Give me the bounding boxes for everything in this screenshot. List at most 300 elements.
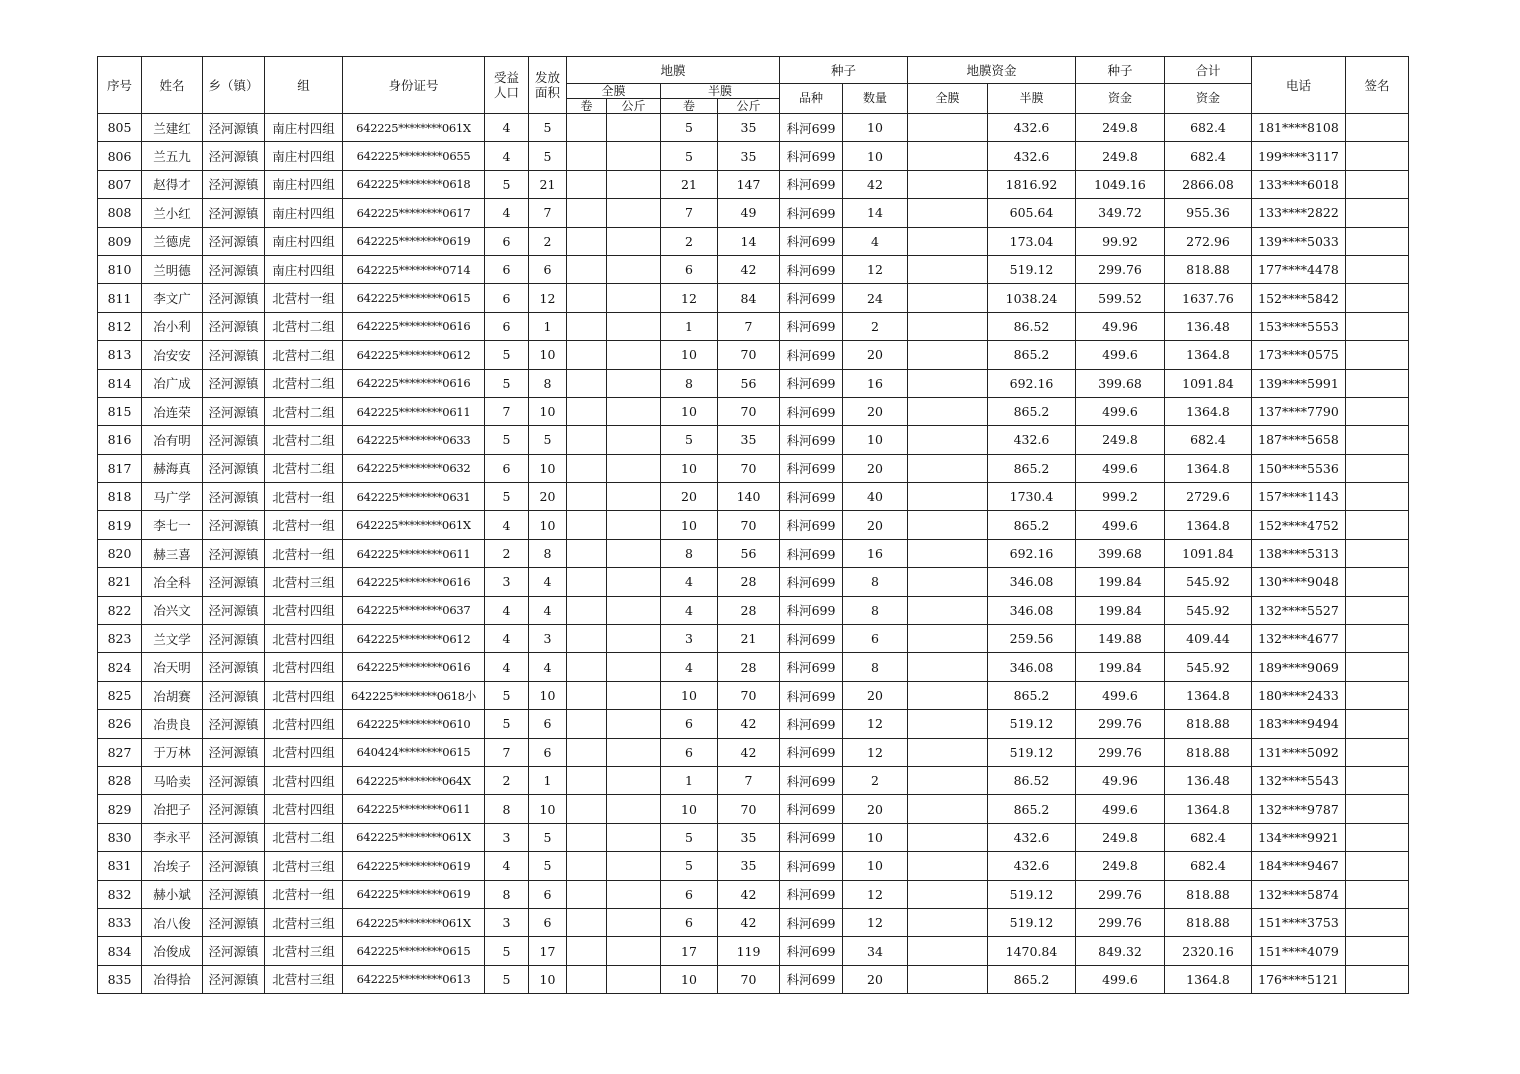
- cell-township: 泾河源镇: [203, 142, 265, 170]
- cell-phone: 153****5553: [1252, 312, 1346, 340]
- cell-area: 10: [529, 681, 567, 709]
- cell-seed-fund: 399.68: [1076, 369, 1165, 397]
- cell-half-roll: 6: [661, 710, 718, 738]
- cell-half-kg: 14: [718, 227, 780, 255]
- cell-beneficiaries: 5: [485, 426, 529, 454]
- cell-fund-half: 1730.4: [988, 483, 1076, 511]
- cell-group: 北营村三组: [265, 937, 343, 965]
- cell-half-kg: 35: [718, 852, 780, 880]
- cell-half-roll: 5: [661, 852, 718, 880]
- cell-phone: 152****5842: [1252, 284, 1346, 312]
- cell-half-kg: 7: [718, 312, 780, 340]
- header-id-number: 身份证号: [343, 57, 485, 114]
- cell-fund-half: 519.12: [988, 880, 1076, 908]
- cell-total: 682.4: [1165, 823, 1252, 851]
- cell-beneficiaries: 5: [485, 937, 529, 965]
- cell-variety: 科河699: [780, 653, 843, 681]
- cell-half-roll: 10: [661, 397, 718, 425]
- cell-variety: 科河699: [780, 397, 843, 425]
- cell-fund-half: 346.08: [988, 653, 1076, 681]
- cell-half-roll: 6: [661, 738, 718, 766]
- cell-half-roll: 6: [661, 908, 718, 936]
- table-row: [98, 397, 1409, 425]
- table-row: [98, 199, 1409, 227]
- cell-area: 10: [529, 511, 567, 539]
- cell-area: 4: [529, 568, 567, 596]
- table-row: [98, 255, 1409, 283]
- header-total-top: 合计: [1165, 57, 1252, 84]
- table-row: [98, 795, 1409, 823]
- cell-variety: 科河699: [780, 596, 843, 624]
- header-area-text: 发放面积: [534, 70, 560, 100]
- cell-seq: 809: [98, 227, 142, 255]
- cell-group: 北营村一组: [265, 511, 343, 539]
- cell-half-kg: 35: [718, 426, 780, 454]
- cell-id-number: 642225********061X: [343, 823, 485, 851]
- table-row: [98, 738, 1409, 766]
- cell-name: 马广学: [142, 483, 203, 511]
- cell-name: 冶埃子: [142, 852, 203, 880]
- cell-phone: 181****8108: [1252, 114, 1346, 142]
- cell-half-kg: 42: [718, 738, 780, 766]
- cell-fund-full: [908, 852, 988, 880]
- cell-variety: 科河699: [780, 795, 843, 823]
- cell-quantity: 10: [843, 114, 908, 142]
- cell-total: 136.48: [1165, 312, 1252, 340]
- cell-variety: 科河699: [780, 454, 843, 482]
- cell-total: 818.88: [1165, 880, 1252, 908]
- cell-id-number: 642225********0618: [343, 170, 485, 198]
- table-row: [98, 170, 1409, 198]
- cell-half-kg: 70: [718, 397, 780, 425]
- cell-group: 北营村一组: [265, 539, 343, 567]
- cell-half-kg: 42: [718, 255, 780, 283]
- cell-beneficiaries: 8: [485, 795, 529, 823]
- cell-seed-fund: 999.2: [1076, 483, 1165, 511]
- cell-signature: [1346, 852, 1409, 880]
- cell-group: 北营村二组: [265, 454, 343, 482]
- cell-phone: 138****5313: [1252, 539, 1346, 567]
- cell-total: 1091.84: [1165, 539, 1252, 567]
- cell-fund-full: [908, 596, 988, 624]
- cell-half-kg: 70: [718, 454, 780, 482]
- cell-area: 4: [529, 653, 567, 681]
- cell-full-kg: [607, 823, 661, 851]
- cell-group: 北营村三组: [265, 908, 343, 936]
- cell-phone: 132****5527: [1252, 596, 1346, 624]
- cell-township: 泾河源镇: [203, 426, 265, 454]
- cell-fund-full: [908, 766, 988, 794]
- cell-group: 北营村二组: [265, 823, 343, 851]
- cell-total: 682.4: [1165, 426, 1252, 454]
- cell-half-kg: 70: [718, 341, 780, 369]
- cell-half-kg: 42: [718, 880, 780, 908]
- cell-group: 北营村二组: [265, 341, 343, 369]
- cell-fund-half: 259.56: [988, 625, 1076, 653]
- cell-fund-full: [908, 653, 988, 681]
- cell-beneficiaries: 4: [485, 114, 529, 142]
- cell-quantity: 12: [843, 908, 908, 936]
- cell-seed-fund: 499.6: [1076, 795, 1165, 823]
- cell-full-kg: [607, 199, 661, 227]
- cell-township: 泾河源镇: [203, 341, 265, 369]
- table-row: [98, 142, 1409, 170]
- cell-signature: [1346, 823, 1409, 851]
- cell-township: 泾河源镇: [203, 539, 265, 567]
- cell-beneficiaries: 4: [485, 199, 529, 227]
- cell-group: 北营村二组: [265, 312, 343, 340]
- cell-id-number: 642225********0619: [343, 852, 485, 880]
- cell-quantity: 10: [843, 852, 908, 880]
- cell-name: 冶贵良: [142, 710, 203, 738]
- cell-quantity: 8: [843, 568, 908, 596]
- cell-seed-fund: 499.6: [1076, 397, 1165, 425]
- cell-full-roll: [567, 908, 607, 936]
- cell-fund-half: 519.12: [988, 908, 1076, 936]
- cell-id-number: 642225********0611: [343, 795, 485, 823]
- cell-variety: 科河699: [780, 710, 843, 738]
- cell-name: 冶连荣: [142, 397, 203, 425]
- cell-phone: 150****5536: [1252, 454, 1346, 482]
- cell-half-roll: 10: [661, 965, 718, 993]
- cell-fund-half: 1038.24: [988, 284, 1076, 312]
- cell-seed-fund: 199.84: [1076, 596, 1165, 624]
- cell-township: 泾河源镇: [203, 568, 265, 596]
- table-row: [98, 483, 1409, 511]
- cell-quantity: 10: [843, 823, 908, 851]
- cell-full-kg: [607, 255, 661, 283]
- cell-township: 泾河源镇: [203, 681, 265, 709]
- cell-full-kg: [607, 795, 661, 823]
- cell-phone: 133****6018: [1252, 170, 1346, 198]
- cell-seed-fund: 399.68: [1076, 539, 1165, 567]
- cell-quantity: 14: [843, 199, 908, 227]
- cell-fund-half: 865.2: [988, 397, 1076, 425]
- cell-township: 泾河源镇: [203, 937, 265, 965]
- cell-fund-full: [908, 625, 988, 653]
- cell-phone: 130****9048: [1252, 568, 1346, 596]
- cell-full-kg: [607, 965, 661, 993]
- cell-full-roll: [567, 284, 607, 312]
- cell-half-kg: 70: [718, 681, 780, 709]
- cell-id-number: 642225********061X: [343, 908, 485, 936]
- cell-seq: 835: [98, 965, 142, 993]
- table-row: [98, 568, 1409, 596]
- cell-total: 818.88: [1165, 255, 1252, 283]
- cell-township: 泾河源镇: [203, 596, 265, 624]
- cell-fund-full: [908, 397, 988, 425]
- cell-fund-full: [908, 908, 988, 936]
- cell-half-kg: 70: [718, 795, 780, 823]
- cell-seq: 828: [98, 766, 142, 794]
- cell-quantity: 10: [843, 426, 908, 454]
- cell-seq: 834: [98, 937, 142, 965]
- cell-seed-fund: 299.76: [1076, 908, 1165, 936]
- cell-full-roll: [567, 369, 607, 397]
- cell-quantity: 34: [843, 937, 908, 965]
- header-phone: 电话: [1252, 57, 1346, 114]
- cell-half-roll: 4: [661, 596, 718, 624]
- table-row: [98, 965, 1409, 993]
- cell-total: 545.92: [1165, 568, 1252, 596]
- cell-area: 8: [529, 369, 567, 397]
- cell-name: 李永平: [142, 823, 203, 851]
- cell-signature: [1346, 625, 1409, 653]
- cell-half-kg: 42: [718, 908, 780, 936]
- cell-variety: 科河699: [780, 766, 843, 794]
- cell-name: 兰明德: [142, 255, 203, 283]
- cell-seq: 829: [98, 795, 142, 823]
- cell-fund-full: [908, 880, 988, 908]
- cell-full-roll: [567, 454, 607, 482]
- cell-variety: 科河699: [780, 823, 843, 851]
- header-half-roll: 卷: [661, 99, 718, 114]
- cell-township: 泾河源镇: [203, 255, 265, 283]
- cell-seed-fund: 149.88: [1076, 625, 1165, 653]
- cell-fund-full: [908, 284, 988, 312]
- cell-beneficiaries: 5: [485, 965, 529, 993]
- cell-total: 955.36: [1165, 199, 1252, 227]
- cell-fund-full: [908, 710, 988, 738]
- cell-id-number: 642225********061X: [343, 114, 485, 142]
- cell-quantity: 12: [843, 710, 908, 738]
- cell-full-roll: [567, 483, 607, 511]
- cell-signature: [1346, 426, 1409, 454]
- cell-seed-fund: 299.76: [1076, 738, 1165, 766]
- cell-phone: 133****2822: [1252, 199, 1346, 227]
- cell-quantity: 20: [843, 511, 908, 539]
- cell-half-kg: 49: [718, 199, 780, 227]
- cell-seed-fund: 249.8: [1076, 823, 1165, 851]
- cell-seq: 817: [98, 454, 142, 482]
- cell-total: 1364.8: [1165, 965, 1252, 993]
- cell-name: 于万林: [142, 738, 203, 766]
- cell-beneficiaries: 7: [485, 397, 529, 425]
- cell-quantity: 10: [843, 142, 908, 170]
- table-row: [98, 341, 1409, 369]
- cell-seed-fund: 1049.16: [1076, 170, 1165, 198]
- cell-half-roll: 7: [661, 199, 718, 227]
- cell-id-number: 642225********0611: [343, 539, 485, 567]
- cell-full-roll: [567, 341, 607, 369]
- cell-group: 北营村四组: [265, 766, 343, 794]
- cell-seq: 814: [98, 369, 142, 397]
- cell-beneficiaries: 4: [485, 852, 529, 880]
- cell-full-roll: [567, 795, 607, 823]
- cell-seed-fund: 499.6: [1076, 454, 1165, 482]
- cell-total: 682.4: [1165, 852, 1252, 880]
- cell-variety: 科河699: [780, 312, 843, 340]
- cell-quantity: 42: [843, 170, 908, 198]
- cell-beneficiaries: 6: [485, 454, 529, 482]
- cell-half-roll: 8: [661, 539, 718, 567]
- cell-id-number: 642225********0618小: [343, 681, 485, 709]
- header-full-roll: 卷: [567, 99, 607, 114]
- cell-township: 泾河源镇: [203, 653, 265, 681]
- cell-township: 泾河源镇: [203, 227, 265, 255]
- cell-name: 李文广: [142, 284, 203, 312]
- cell-id-number: 640424********0615: [343, 738, 485, 766]
- cell-variety: 科河699: [780, 114, 843, 142]
- cell-area: 6: [529, 880, 567, 908]
- cell-full-kg: [607, 312, 661, 340]
- cell-half-kg: 28: [718, 653, 780, 681]
- cell-id-number: 642225********0617: [343, 199, 485, 227]
- cell-seed-fund: 199.84: [1076, 568, 1165, 596]
- cell-area: 6: [529, 710, 567, 738]
- cell-half-roll: 1: [661, 766, 718, 794]
- cell-total: 1364.8: [1165, 511, 1252, 539]
- cell-fund-half: 173.04: [988, 227, 1076, 255]
- cell-township: 泾河源镇: [203, 483, 265, 511]
- cell-variety: 科河699: [780, 426, 843, 454]
- cell-beneficiaries: 6: [485, 227, 529, 255]
- cell-seq: 811: [98, 284, 142, 312]
- cell-area: 2: [529, 227, 567, 255]
- cell-area: 10: [529, 965, 567, 993]
- cell-full-roll: [567, 568, 607, 596]
- cell-area: 5: [529, 426, 567, 454]
- cell-seed-fund: 499.6: [1076, 681, 1165, 709]
- cell-half-kg: 70: [718, 965, 780, 993]
- cell-beneficiaries: 3: [485, 908, 529, 936]
- header-fund-full: 全膜: [908, 84, 988, 114]
- cell-quantity: 6: [843, 625, 908, 653]
- cell-signature: [1346, 114, 1409, 142]
- cell-full-roll: [567, 227, 607, 255]
- cell-fund-half: 605.64: [988, 199, 1076, 227]
- cell-area: 6: [529, 738, 567, 766]
- header-township: 乡（镇）: [203, 57, 265, 114]
- cell-total: 545.92: [1165, 596, 1252, 624]
- cell-total: 1364.8: [1165, 341, 1252, 369]
- cell-fund-half: 346.08: [988, 596, 1076, 624]
- cell-signature: [1346, 795, 1409, 823]
- cell-name: 冶小利: [142, 312, 203, 340]
- cell-quantity: 2: [843, 312, 908, 340]
- cell-seq: 808: [98, 199, 142, 227]
- cell-name: 兰文学: [142, 625, 203, 653]
- cell-full-roll: [567, 142, 607, 170]
- header-variety: 品种: [780, 84, 843, 114]
- cell-full-kg: [607, 596, 661, 624]
- cell-area: 6: [529, 255, 567, 283]
- header-seq: 序号: [98, 57, 142, 114]
- cell-variety: 科河699: [780, 625, 843, 653]
- cell-fund-full: [908, 142, 988, 170]
- cell-group: 北营村四组: [265, 738, 343, 766]
- cell-beneficiaries: 4: [485, 596, 529, 624]
- cell-full-kg: [607, 227, 661, 255]
- cell-beneficiaries: 4: [485, 653, 529, 681]
- cell-phone: 180****2433: [1252, 681, 1346, 709]
- header-film: 地膜: [567, 57, 780, 84]
- cell-signature: [1346, 312, 1409, 340]
- cell-full-kg: [607, 483, 661, 511]
- cell-seq: 827: [98, 738, 142, 766]
- cell-full-roll: [567, 681, 607, 709]
- cell-variety: 科河699: [780, 880, 843, 908]
- cell-full-roll: [567, 426, 607, 454]
- header-seed: 种子: [780, 57, 908, 84]
- cell-phone: 189****9069: [1252, 653, 1346, 681]
- cell-township: 泾河源镇: [203, 852, 265, 880]
- cell-full-kg: [607, 170, 661, 198]
- header-group: 组: [265, 57, 343, 114]
- header-seed-fund-bottom: 资金: [1076, 84, 1165, 114]
- cell-full-roll: [567, 199, 607, 227]
- cell-phone: 152****4752: [1252, 511, 1346, 539]
- table-row: [98, 454, 1409, 482]
- cell-full-kg: [607, 681, 661, 709]
- cell-id-number: 642225********0631: [343, 483, 485, 511]
- cell-total: 682.4: [1165, 114, 1252, 142]
- cell-phone: 132****5543: [1252, 766, 1346, 794]
- table-row: [98, 852, 1409, 880]
- cell-id-number: 642225********064X: [343, 766, 485, 794]
- table-row: [98, 625, 1409, 653]
- cell-name: 冶八俊: [142, 908, 203, 936]
- cell-full-roll: [567, 114, 607, 142]
- cell-seq: 825: [98, 681, 142, 709]
- cell-seq: 826: [98, 710, 142, 738]
- cell-area: 5: [529, 114, 567, 142]
- table-row: [98, 653, 1409, 681]
- cell-half-roll: 5: [661, 142, 718, 170]
- cell-township: 泾河源镇: [203, 710, 265, 738]
- cell-signature: [1346, 908, 1409, 936]
- cell-phone: 139****5991: [1252, 369, 1346, 397]
- cell-seed-fund: 499.6: [1076, 965, 1165, 993]
- cell-seq: 819: [98, 511, 142, 539]
- table-row: [98, 766, 1409, 794]
- cell-half-kg: 28: [718, 568, 780, 596]
- cell-id-number: 642225********0616: [343, 369, 485, 397]
- cell-fund-full: [908, 341, 988, 369]
- cell-group: 北营村一组: [265, 880, 343, 908]
- cell-seed-fund: 249.8: [1076, 852, 1165, 880]
- cell-signature: [1346, 511, 1409, 539]
- table-row: [98, 114, 1409, 142]
- cell-full-kg: [607, 341, 661, 369]
- cell-total: 1364.8: [1165, 454, 1252, 482]
- cell-area: 10: [529, 795, 567, 823]
- cell-group: 北营村二组: [265, 397, 343, 425]
- cell-fund-half: 865.2: [988, 454, 1076, 482]
- cell-name: 冶安安: [142, 341, 203, 369]
- cell-fund-full: [908, 369, 988, 397]
- cell-seed-fund: 199.84: [1076, 653, 1165, 681]
- cell-id-number: 642225********0619: [343, 880, 485, 908]
- cell-id-number: 642225********0616: [343, 568, 485, 596]
- cell-full-kg: [607, 426, 661, 454]
- cell-signature: [1346, 341, 1409, 369]
- cell-beneficiaries: 4: [485, 142, 529, 170]
- cell-group: 北营村四组: [265, 653, 343, 681]
- cell-quantity: 12: [843, 880, 908, 908]
- cell-signature: [1346, 568, 1409, 596]
- cell-half-roll: 2: [661, 227, 718, 255]
- cell-fund-half: 865.2: [988, 511, 1076, 539]
- cell-half-roll: 5: [661, 114, 718, 142]
- cell-quantity: 20: [843, 397, 908, 425]
- cell-fund-half: 346.08: [988, 568, 1076, 596]
- cell-name: 冶胡赛: [142, 681, 203, 709]
- cell-fund-half: 432.6: [988, 426, 1076, 454]
- cell-half-roll: 20: [661, 483, 718, 511]
- cell-township: 泾河源镇: [203, 170, 265, 198]
- header-area: [529, 57, 567, 114]
